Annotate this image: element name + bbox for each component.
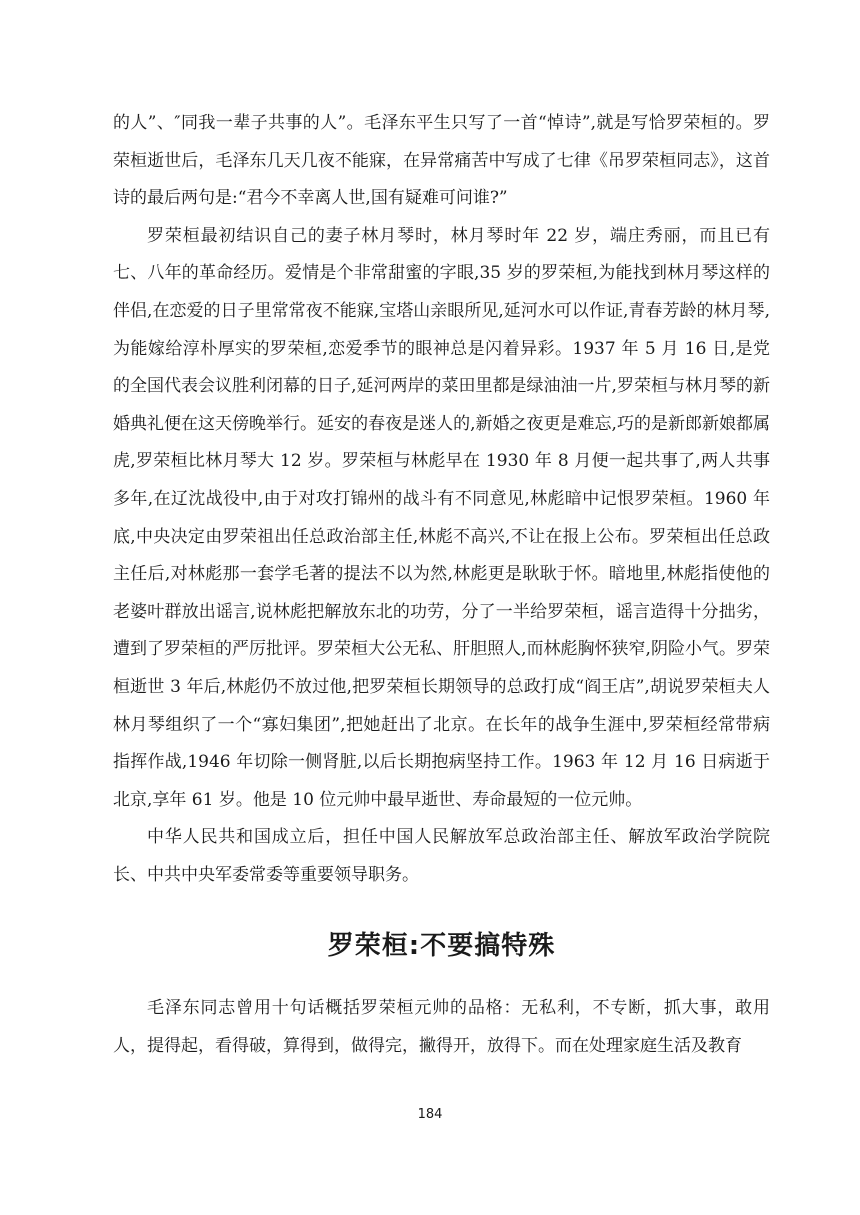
paragraph-4: 毛泽东同志曾用十句话概括罗荣桓元帅的品格：无私利，不专断，抓大事，敢用人，提得起，看得破，算得到，做得完，撇得开，放得下。而在处理家庭生活及教育 [113,998,770,1057]
paragraph-3: 中华人民共和国成立后，担任中国人民解放军总政治部主任、解放军政治学院院长、中共中央军委常委等重要领导职务。 [113,827,770,885]
section-heading: 罗荣桓:不要搞特殊 [327,931,556,962]
paragraph-2: 罗荣桓最初结识自己的妻子林月琴时，林月琴时年 22 岁，端庄秀丽，而且已有七、八年的革命经历。爱情是个非常甜蜜的字眼,35 岁的罗荣桓,为能找到林月琴这样的伴侣,在恋爱的日子里常常夜不能寐,宝塔山亲眼所见,延河水可以作证,青春芳龄的林月琴,为能嫁给淳朴厚实的罗荣桓,恋爱季节的眼神总是闪着异彩。1937 年 5 月 16 日,是党的全国代表会议胜利闭幕的日子,延河两岸的菜田里都是绿油油一片,罗荣桓与林月琴的新婚典礼便在这天傍晚举行。延安的春夜是迷人的,新婚之夜更是难忘,巧的是新郎新娘都属虎,罗荣桓比林月琴大 12 岁。罗荣桓与林彪早在 1930 年 8 月便一起共事了,两人共事多年,在辽沈战役中,由于对攻打锦州的战斗有不同意见,林彪暗中记恨罗荣桓。1960 年底,中央决定由罗荣祖出任总政治部主任,林彪不高兴,不让在报上公布。罗荣桓出任总政主任后,对林彪那一套学毛著的提法不以为然,林彪更是耿耿于怀。暗地里,林彪指使他的老婆叶群放出谣言,说林彪把解放东北的功劳，分了一半给罗荣桓，谣言造得十分拙劣，遭到了罗荣桓的严厉批评。罗荣桓大公无私、肝胆照人,而林彪胸怀狭窄,阴险小气。罗荣桓逝世 3 年后,林彪仍不放过他,把罗荣桓长期领导的总政打成“阎王店”,胡说罗荣桓夫人林月琴组织了一个“寡妇集团”,把她赶出了北京。在长年的战争生涯中,罗荣桓经常带病指挥作战,1946 年切除一侧肾脏,以后长期抱病坚持工作。1963 年 12 月 16 日病逝于北京,享年 61 岁。他是 10 位元帅中最早逝世、寿命最短的一位元帅。 [113,225,770,810]
document-page [113,105,770,1066]
page-number: 184 [417,1107,443,1122]
paragraph-1: 的人”、″同我一辈子共事的人”。毛泽东平生只写了一首“悼诗”,就是写恰罗荣桓的。罗荣桓逝世后，毛泽东几天几夜不能寐，在异常痛苦中写成了七律《吊罗荣桓同志》，这首诗的最后两句是:“君今不幸离人世,国有疑难可问谁?” [113,113,770,209]
